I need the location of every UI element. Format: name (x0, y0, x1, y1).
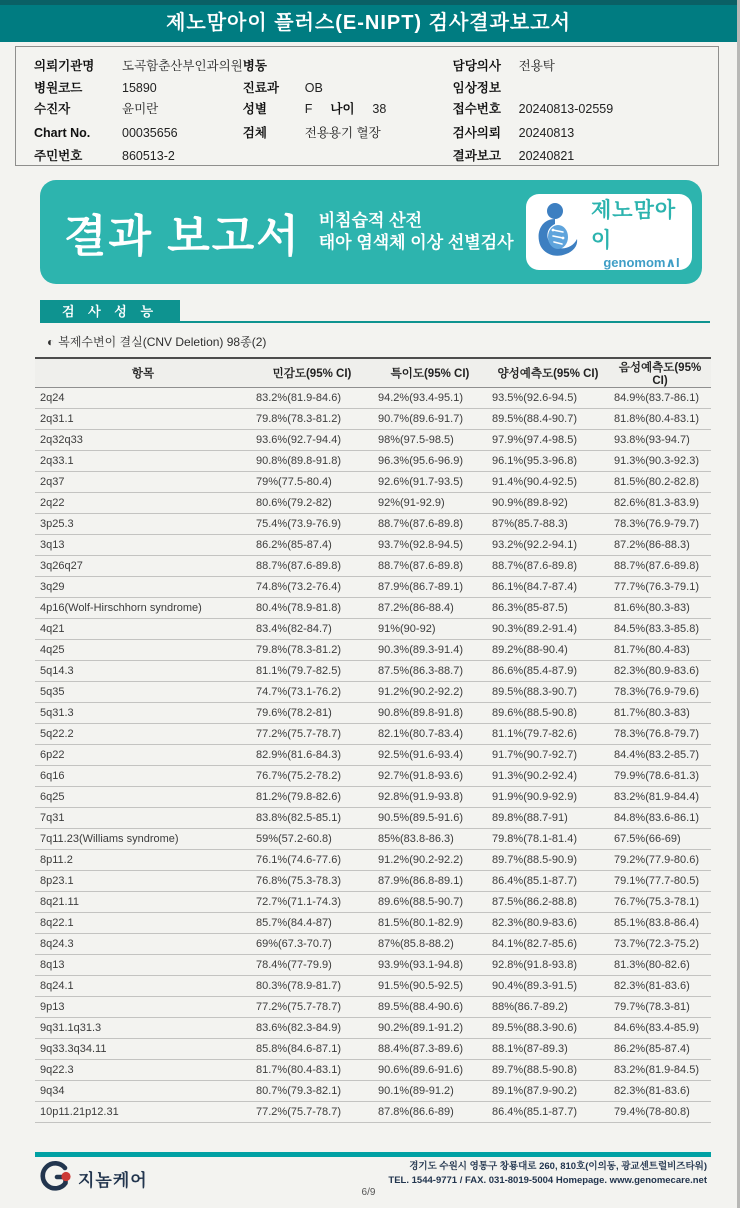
region-cell: 2q37 (35, 472, 251, 493)
value-cell: 79.6%(78.2-81) (251, 703, 373, 724)
value-cell: 87.2%(86-88.4) (373, 598, 487, 619)
value-cell: 82.3%(81-83.6) (609, 976, 711, 997)
table-row (35, 556, 711, 577)
value-cell: 79.8%(78.1-81.4) (487, 829, 609, 850)
value-cell: 77.7%(76.3-79.1) (609, 577, 711, 598)
table-row (35, 514, 711, 535)
value-cell: 92.8%(91.8-93.8) (487, 955, 609, 976)
column-header: 음성예측도(95% CI) (618, 362, 702, 387)
region-cell: 5q14.3 (35, 661, 251, 682)
value-cell: 86.4%(85.1-87.7) (487, 1102, 609, 1123)
table-row (35, 535, 711, 556)
value-cell: 86.4%(85.1-87.7) (487, 871, 609, 892)
table-row (35, 409, 711, 430)
value-cell: 79.4%(78-80.8) (609, 1102, 711, 1123)
region-cell: 2q32q33 (35, 430, 251, 451)
value-cell: 84.6%(83.4-85.9) (609, 1018, 711, 1039)
region-cell: 9p13 (35, 997, 251, 1018)
value-cell: 88.7%(87.6-89.8) (609, 556, 711, 577)
value-cell: 78.3%(76.8-79.7) (609, 724, 711, 745)
region-cell: 7q11.23(Williams syndrome) (35, 829, 251, 850)
info-label: Chart No. (34, 125, 91, 140)
value-cell: 82.3%(80.9-83.6) (487, 913, 609, 934)
value-cell: 80.6%(79.2-82) (251, 493, 373, 514)
table-row (35, 787, 711, 808)
value-cell: 90.5%(89.5-91.6) (373, 808, 487, 829)
value-cell: 91%(90-92) (373, 619, 487, 640)
info-column (243, 56, 453, 165)
table-row (35, 703, 711, 724)
value-cell: 88.7%(87.6-89.8) (373, 556, 487, 577)
table-header-row (35, 358, 711, 388)
value-cell: 91.2%(90.2-92.2) (373, 682, 487, 703)
region-cell: 2q33.1 (35, 451, 251, 472)
region-cell: 3p25.3 (35, 514, 251, 535)
info-row (243, 99, 453, 121)
info-value: 00035656 (122, 125, 178, 140)
value-cell: 90.7%(89.6-91.7) (373, 409, 487, 430)
section-header-test-performance: 검 사 성 능 (40, 300, 180, 323)
value-cell: 94.2%(93.4-95.1) (373, 388, 487, 409)
value-cell: 79%(77.5-80.4) (251, 472, 373, 493)
value-cell: 81.1%(79.7-82.6) (487, 724, 609, 745)
value-cell: 87.9%(86.8-89.1) (373, 871, 487, 892)
value-cell: 90.8%(89.8-91.8) (373, 703, 487, 724)
value-cell: 80.4%(78.9-81.8) (251, 598, 373, 619)
info-row (34, 56, 243, 78)
region-cell: 5q35 (35, 682, 251, 703)
value-cell: 88.4%(87.3-89.6) (373, 1039, 487, 1060)
value-cell: 88%(86.7-89.2) (487, 997, 609, 1018)
value-cell: 90.2%(89.1-91.2) (373, 1018, 487, 1039)
report-title: 제노맘아이 플러스(E-NIPT) 검사결과보고서 (166, 12, 571, 34)
value-cell: 79.2%(77.9-80.6) (609, 850, 711, 871)
value-cell: 93.9%(93.1-94.8) (373, 955, 487, 976)
value-cell: 59%(57.2-60.8) (251, 829, 373, 850)
region-cell: 9q33.3q34.11 (35, 1039, 251, 1060)
info-row (453, 146, 706, 168)
value-cell: 77.2%(75.7-78.7) (251, 1102, 373, 1123)
genomom-logo (526, 194, 692, 270)
value-cell: 79.8%(78.3-81.2) (251, 640, 373, 661)
info-value: 윤미란 (122, 102, 159, 116)
value-cell: 79.1%(77.7-80.5) (609, 871, 711, 892)
value-cell: 93.6%(92.7-94.4) (251, 430, 373, 451)
info-row (453, 99, 706, 121)
value-cell: 83.6%(82.3-84.9) (251, 1018, 373, 1039)
value-cell: 91.3%(90.2-92.4) (487, 766, 609, 787)
subsection-label: 복제수변이 결실(CNV Deletion) 98종(2) (58, 335, 267, 349)
info-label: 주민번호 (34, 148, 83, 163)
value-cell: 91.4%(90.4-92.5) (487, 472, 609, 493)
info-row (453, 78, 706, 100)
region-cell: 5q22.2 (35, 724, 251, 745)
table-row (35, 451, 711, 472)
value-cell: 84.4%(83.2-85.7) (609, 745, 711, 766)
info-row (243, 78, 453, 100)
region-cell: 3q13 (35, 535, 251, 556)
performance-table-head (35, 358, 711, 388)
genomom-logo-korean: 제노맘아이 (591, 198, 677, 252)
subsection-title (47, 333, 266, 350)
region-cell: 9q22.3 (35, 1060, 251, 1081)
info-label: 임상정보 (452, 80, 501, 95)
column-header: 특이도(95% CI) (390, 368, 470, 380)
region-cell: 9q34 (35, 1081, 251, 1102)
value-cell: 78.4%(77-79.9) (251, 955, 373, 976)
table-row (35, 724, 711, 745)
value-cell: 93.7%(92.8-94.5) (373, 535, 487, 556)
value-cell: 79.9%(78.6-81.3) (609, 766, 711, 787)
value-cell: 87%(85.8-88.2) (373, 934, 487, 955)
value-cell: 85.8%(84.6-87.1) (251, 1039, 373, 1060)
value-cell: 81.5%(80.2-82.8) (609, 472, 711, 493)
value-cell: 79.8%(78.3-81.2) (251, 409, 373, 430)
value-cell: 77.2%(75.7-78.7) (251, 724, 373, 745)
result-banner (40, 180, 702, 284)
value-cell: 87.2%(86-88.3) (609, 535, 711, 556)
value-cell: 88.7%(87.6-89.8) (487, 556, 609, 577)
value-cell: 78.3%(76.9-79.6) (609, 682, 711, 703)
column-header: 항목 (131, 368, 155, 380)
genomom-logo-english: genomom∧I (603, 254, 680, 270)
value-cell: 92.6%(91.7-93.5) (373, 472, 487, 493)
value-cell: 93.2%(92.2-94.1) (487, 535, 609, 556)
value-cell: 89.8%(88.7-91) (487, 808, 609, 829)
info-row (453, 121, 706, 146)
table-row (35, 997, 711, 1018)
value-cell: 89.5%(88.4-90.7) (487, 409, 609, 430)
info-label: 의뢰기관명 (34, 59, 95, 73)
value-cell: 88.7%(87.6-89.8) (373, 514, 487, 535)
value-cell: 69%(67.3-70.7) (251, 934, 373, 955)
value-cell: 81.7%(80.3-83) (609, 703, 711, 724)
region-cell: 7q31 (35, 808, 251, 829)
value-cell: 85.1%(83.8-86.4) (609, 913, 711, 934)
table-row (35, 472, 711, 493)
table-row (35, 619, 711, 640)
value-cell: 81.6%(80.3-83) (609, 598, 711, 619)
value-cell: 75.4%(73.9-76.9) (251, 514, 373, 535)
info-row (34, 121, 243, 146)
value-cell: 87.9%(86.7-89.1) (373, 577, 487, 598)
info-label: 병원코드 (34, 80, 83, 95)
info-label: 검체 (242, 125, 267, 140)
info-value: F (304, 102, 313, 116)
info-label: 수진자 (34, 102, 71, 116)
table-row (35, 1081, 711, 1102)
table-row (35, 850, 711, 871)
region-cell: 8p23.1 (35, 871, 251, 892)
banner-title: 결과 보고서 (64, 212, 301, 261)
info-value: 20240813-02559 (518, 102, 614, 116)
value-cell: 83.2%(81.9-84.5) (609, 1060, 711, 1081)
value-cell: 83.2%(81.9-84.6) (251, 388, 373, 409)
value-cell: 80.7%(79.3-82.1) (251, 1081, 373, 1102)
value-cell: 89.7%(88.5-90.8) (487, 1060, 609, 1081)
value-cell: 90.9%(89.8-92) (487, 493, 609, 514)
value-cell: 77.2%(75.7-78.7) (251, 997, 373, 1018)
value-cell: 76.7%(75.2-78.2) (251, 766, 373, 787)
value-cell: 87.5%(86.2-88.8) (487, 892, 609, 913)
table-row (35, 829, 711, 850)
info-row (34, 78, 243, 100)
table-row (35, 913, 711, 934)
value-cell: 89.6%(88.5-90.8) (487, 703, 609, 724)
region-cell: 6q16 (35, 766, 251, 787)
info-value: OB (304, 80, 323, 95)
info-label: 성별 (242, 102, 267, 116)
value-cell: 96.3%(95.6-96.9) (373, 451, 487, 472)
column-header: 민감도(95% CI) (272, 368, 352, 380)
info-column (34, 56, 243, 165)
region-cell: 8q24.1 (35, 976, 251, 997)
genomecare-logo-text: 지놈케어 (78, 1171, 148, 1190)
value-cell: 91.9%(90.9-92.9) (487, 787, 609, 808)
table-row (35, 493, 711, 514)
value-cell: 93.8%(93-94.7) (609, 430, 711, 451)
table-row (35, 598, 711, 619)
value-cell: 67.5%(66-69) (609, 829, 711, 850)
region-cell: 8q13 (35, 955, 251, 976)
info-value: 20240813 (518, 125, 575, 140)
value-cell: 81.5%(80.1-82.9) (373, 913, 487, 934)
page-number: 6/9 (361, 1187, 376, 1198)
footer-address-line2: TEL. 1544-9771 / FAX. 031-8019-5004 Homepage. www.genomecare.net (388, 1174, 707, 1186)
value-cell: 76.7%(75.3-78.1) (609, 892, 711, 913)
info-label: 접수번호 (452, 102, 501, 116)
region-cell: 8q24.3 (35, 934, 251, 955)
region-cell: 2q31.1 (35, 409, 251, 430)
performance-table-body (35, 388, 711, 1123)
region-cell: 8q21.11 (35, 892, 251, 913)
banner-subtitle-line1: 비침습적 산전 (318, 211, 423, 230)
value-cell: 73.7%(72.3-75.2) (609, 934, 711, 955)
footer-divider-bar (35, 1152, 711, 1157)
value-cell: 91.7%(90.7-92.7) (487, 745, 609, 766)
value-cell: 97.9%(97.4-98.5) (487, 430, 609, 451)
value-cell: 82.3%(81-83.6) (609, 1081, 711, 1102)
table-row (35, 682, 711, 703)
info-row (243, 56, 453, 78)
info-value: 도곡함춘산부인과의원 (122, 59, 243, 73)
region-cell: 6q25 (35, 787, 251, 808)
table-row (35, 745, 711, 766)
region-cell: 6p22 (35, 745, 251, 766)
value-cell: 89.1%(87.9-90.2) (487, 1081, 609, 1102)
value-cell: 85.7%(84.4-87) (251, 913, 373, 934)
performance-table (35, 357, 711, 1123)
footer-address (388, 1160, 707, 1187)
half-circle-icon: ◐ (47, 335, 55, 349)
value-cell: 81.7%(80.4-83.1) (251, 1060, 373, 1081)
table-row (35, 871, 711, 892)
region-cell: 8q22.1 (35, 913, 251, 934)
value-cell: 91.5%(90.5-92.5) (373, 976, 487, 997)
value-cell: 96.1%(95.3-96.8) (487, 451, 609, 472)
value-cell: 92.8%(91.9-93.8) (373, 787, 487, 808)
report-title-bar (0, 5, 737, 42)
table-row (35, 1039, 711, 1060)
value-cell: 74.8%(73.2-76.4) (251, 577, 373, 598)
info-label: 결과보고 (452, 148, 501, 163)
info-value: 20240821 (518, 148, 575, 163)
value-cell: 88.1%(87-89.3) (487, 1039, 609, 1060)
value-cell: 91.3%(90.3-92.3) (609, 451, 711, 472)
value-cell: 92.5%(91.6-93.4) (373, 745, 487, 766)
value-cell: 81.7%(80.4-83) (609, 640, 711, 661)
info-value: 38 (372, 102, 387, 116)
table-row (35, 640, 711, 661)
value-cell: 81.1%(79.7-82.5) (251, 661, 373, 682)
value-cell: 82.1%(80.7-83.4) (373, 724, 487, 745)
table-row (35, 1018, 711, 1039)
value-cell: 86.6%(85.4-87.9) (487, 661, 609, 682)
info-value: 전용탁 (518, 59, 555, 73)
table-row (35, 955, 711, 976)
value-cell: 90.6%(89.6-91.6) (373, 1060, 487, 1081)
value-cell: 92%(91-92.9) (373, 493, 487, 514)
value-cell: 84.5%(83.3-85.8) (609, 619, 711, 640)
value-cell: 89.7%(88.5-90.9) (487, 850, 609, 871)
value-cell: 84.9%(83.7-86.1) (609, 388, 711, 409)
table-row (35, 1060, 711, 1081)
section-underline (40, 321, 710, 323)
value-cell: 83.2%(81.9-84.4) (609, 787, 711, 808)
genomom-logo-text (591, 194, 692, 271)
region-cell: 3q29 (35, 577, 251, 598)
region-cell: 4q25 (35, 640, 251, 661)
info-label: 병동 (242, 59, 267, 73)
value-cell: 90.4%(89.3-91.5) (487, 976, 609, 997)
info-row (34, 146, 243, 168)
banner-subtitle-line2: 태아 염색체 이상 선별검사 (318, 233, 514, 252)
value-cell: 81.3%(80-82.6) (609, 955, 711, 976)
info-value: 전용용기 혈장 (304, 125, 381, 140)
info-label: 담당의사 (452, 59, 501, 73)
value-cell: 87.5%(86.3-88.7) (373, 661, 487, 682)
region-cell: 5q31.3 (35, 703, 251, 724)
value-cell: 89.2%(88-90.4) (487, 640, 609, 661)
value-cell: 76.8%(75.3-78.3) (251, 871, 373, 892)
info-label: 진료과 (242, 80, 279, 95)
table-row (35, 577, 711, 598)
column-header: 양성예측도(95% CI) (497, 368, 599, 380)
patient-info-box (15, 46, 719, 166)
value-cell: 83.8%(82.5-85.1) (251, 808, 373, 829)
footer-address-line1: 경기도 수원시 영통구 창룡대로 260, 810호(이의동, 광교센트럴비즈타워) (409, 1161, 707, 1172)
value-cell: 90.3%(89.3-91.4) (373, 640, 487, 661)
value-cell: 83.4%(82-84.7) (251, 619, 373, 640)
value-cell: 76.1%(74.6-77.6) (251, 850, 373, 871)
value-cell: 87%(85.7-88.3) (487, 514, 609, 535)
value-cell: 91.2%(90.2-92.2) (373, 850, 487, 871)
value-cell: 92.7%(91.8-93.6) (373, 766, 487, 787)
value-cell: 85%(83.8-86.3) (373, 829, 487, 850)
info-label: 나이 (330, 102, 355, 116)
value-cell: 84.1%(82.7-85.6) (487, 934, 609, 955)
value-cell: 89.5%(88.3-90.7) (487, 682, 609, 703)
info-label: 검사의뢰 (452, 125, 501, 140)
value-cell: 89.5%(88.4-90.6) (373, 997, 487, 1018)
region-cell: 4q21 (35, 619, 251, 640)
value-cell: 81.8%(80.4-83.1) (609, 409, 711, 430)
value-cell: 81.2%(79.8-82.6) (251, 787, 373, 808)
value-cell: 79.7%(78.3-81) (609, 997, 711, 1018)
value-cell: 98%(97.5-98.5) (373, 430, 487, 451)
value-cell: 90.8%(89.8-91.8) (251, 451, 373, 472)
value-cell: 82.6%(81.3-83.9) (609, 493, 711, 514)
value-cell: 72.7%(71.1-74.3) (251, 892, 373, 913)
table-row (35, 1102, 711, 1123)
table-row (35, 976, 711, 997)
value-cell: 86.2%(85-87.4) (609, 1039, 711, 1060)
table-row (35, 766, 711, 787)
info-row (243, 121, 453, 146)
table-row (35, 934, 711, 955)
value-cell: 90.1%(89-91.2) (373, 1081, 487, 1102)
value-cell: 86.3%(85-87.5) (487, 598, 609, 619)
info-row (34, 99, 243, 121)
value-cell: 90.3%(89.2-91.4) (487, 619, 609, 640)
region-cell: 9q31.1q31.3 (35, 1018, 251, 1039)
region-cell: 3q26q27 (35, 556, 251, 577)
value-cell: 80.3%(78.9-81.7) (251, 976, 373, 997)
value-cell: 88.7%(87.6-89.8) (251, 556, 373, 577)
region-cell: 4p16(Wolf-Hirschhorn syndrome) (35, 598, 251, 619)
info-column (453, 56, 706, 165)
value-cell: 89.5%(88.3-90.6) (487, 1018, 609, 1039)
value-cell: 82.3%(80.9-83.6) (609, 661, 711, 682)
value-cell: 87.8%(86.6-89) (373, 1102, 487, 1123)
info-value: 860513-2 (122, 148, 175, 163)
table-row (35, 388, 711, 409)
info-value: 15890 (122, 80, 157, 95)
genomom-mascot-icon (534, 201, 586, 264)
value-cell: 89.6%(88.5-90.7) (373, 892, 487, 913)
region-cell: 2q22 (35, 493, 251, 514)
value-cell: 86.1%(84.7-87.4) (487, 577, 609, 598)
value-cell: 84.8%(83.6-86.1) (609, 808, 711, 829)
region-cell: 10p11.21p12.31 (35, 1102, 251, 1123)
value-cell: 82.9%(81.6-84.3) (251, 745, 373, 766)
value-cell: 86.2%(85-87.4) (251, 535, 373, 556)
table-row (35, 808, 711, 829)
table-row (35, 892, 711, 913)
value-cell: 74.7%(73.1-76.2) (251, 682, 373, 703)
info-row (453, 56, 706, 78)
table-row (35, 661, 711, 682)
banner-subtitle (319, 210, 514, 254)
region-cell: 2q24 (35, 388, 251, 409)
value-cell: 78.3%(76.9-79.7) (609, 514, 711, 535)
region-cell: 8p11.2 (35, 850, 251, 871)
value-cell: 93.5%(92.6-94.5) (487, 388, 609, 409)
table-row (35, 430, 711, 451)
